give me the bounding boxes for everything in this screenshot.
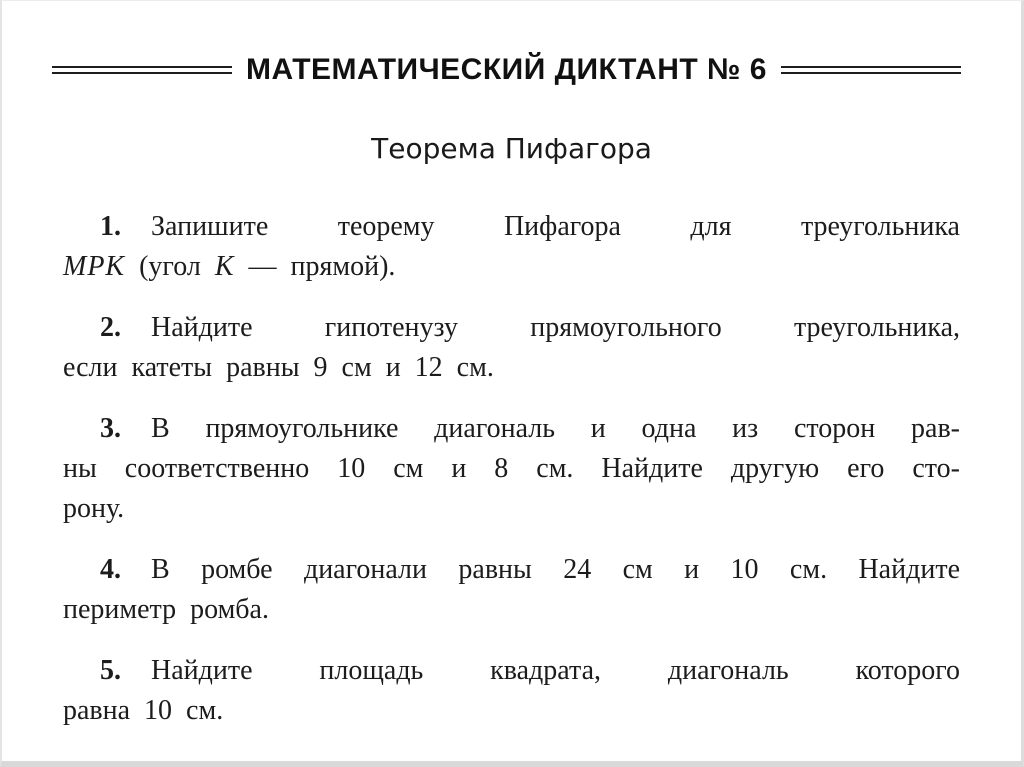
- problem-text: равна 10 см.: [63, 695, 224, 726]
- problem-number: 3.: [100, 413, 121, 444]
- problem-line: [63, 308, 960, 348]
- math-variable: K: [214, 251, 235, 282]
- problem-line: [63, 651, 960, 691]
- problem-text: В прямоугольнике диагональ и одна из сторон рав-: [151, 413, 960, 444]
- problem-text: рону.: [63, 493, 125, 524]
- problem-line: [63, 449, 960, 489]
- section-subtitle: Теорема Пифагора: [371, 132, 652, 165]
- problem-item: [63, 207, 960, 287]
- problem-line: [63, 247, 960, 287]
- problem-line: [63, 409, 960, 449]
- page-title: МАТЕМАТИЧЕСКИЙ ДИКТАНТ № 6: [246, 53, 767, 86]
- math-variable: MPK: [63, 251, 126, 282]
- problem-text: (угол: [125, 251, 215, 282]
- header: [52, 53, 961, 87]
- problem-text: — прямой).: [234, 251, 396, 282]
- problem-item: [63, 550, 960, 630]
- problem-text: если катеты равны 9 см и 12 см.: [63, 352, 494, 383]
- problem-item: [63, 308, 960, 388]
- problem-line: [63, 550, 960, 590]
- problem-item: [63, 409, 960, 529]
- problem-number: 4.: [100, 554, 121, 585]
- problem-number: 5.: [100, 655, 121, 686]
- problem-line: [63, 348, 960, 388]
- problem-text: В ромбе диагонали равны 24 см и 10 см. Найдите: [151, 554, 960, 585]
- problem-number: 1.: [100, 211, 121, 242]
- problem-list: [63, 207, 960, 731]
- double-rule-left-icon: [52, 66, 232, 74]
- problem-text: периметр ромба.: [63, 594, 269, 625]
- problem-line: [63, 691, 960, 731]
- problem-text: ны соответственно 10 см и 8 см. Найдите другую его сто-: [63, 453, 960, 484]
- problem-number: 2.: [100, 312, 121, 343]
- problem-line: [63, 590, 960, 630]
- problem-line: [63, 207, 960, 247]
- problem-text: Найдите площадь квадрата, диагональ которого: [151, 655, 960, 686]
- problem-item: [63, 651, 960, 731]
- double-rule-right-icon: [781, 66, 961, 74]
- problem-text: Запишите теорему Пифагора для треугольника: [151, 211, 960, 242]
- problem-text: Найдите гипотенузу прямоугольного треугольника,: [151, 312, 960, 343]
- problem-line: [63, 489, 960, 529]
